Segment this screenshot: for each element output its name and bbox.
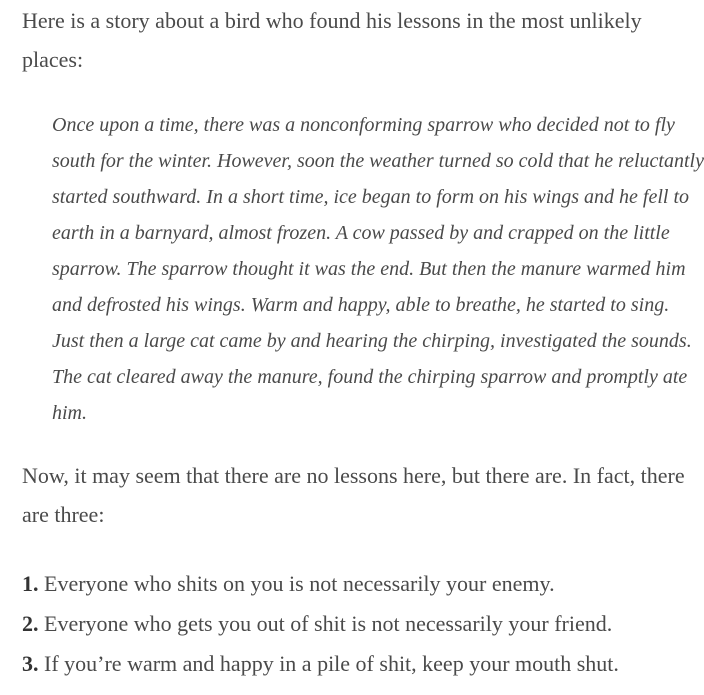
lesson-text: Everyone who shits on you is not necessarily your enemy. bbox=[44, 571, 555, 596]
lesson-number: 2. bbox=[22, 611, 39, 636]
lesson-number: 1. bbox=[22, 571, 39, 596]
transition-paragraph: Now, it may seem that there are no lessons here, but there are. In fact, there are three: bbox=[22, 463, 685, 527]
lesson-item bbox=[22, 604, 704, 644]
lessons-list bbox=[22, 564, 704, 684]
intro-paragraph: Here is a story about a bird who found his lessons in the most unlikely places: bbox=[22, 8, 642, 72]
story-blockquote: Once upon a time, there was a nonconforming sparrow who decided not to fly south for the winter. However, soon the weather turned so cold that he reluctantly started southward. In a short time, ice began to form on his wings and he fell to earth in a barnyard, almost frozen. A cow passed by and crapped on the little sparrow. The sparrow thought it was the end. But then the manure warmed him and defrosted his wings. Warm and happy, able to breathe, he started to sing. Just then a large cat came by and hearing the chirping, investigated the sounds. The cat cleared away the manure, found the chirping sparrow and promptly ate him. bbox=[52, 114, 704, 424]
lesson-number: 3. bbox=[22, 651, 39, 676]
lesson-item bbox=[22, 564, 704, 604]
lesson-item bbox=[22, 644, 704, 684]
lesson-text: If you’re warm and happy in a pile of shit, keep your mouth shut. bbox=[44, 651, 619, 676]
lesson-text: Everyone who gets you out of shit is not necessarily your friend. bbox=[44, 611, 613, 636]
article-body bbox=[22, 0, 704, 684]
